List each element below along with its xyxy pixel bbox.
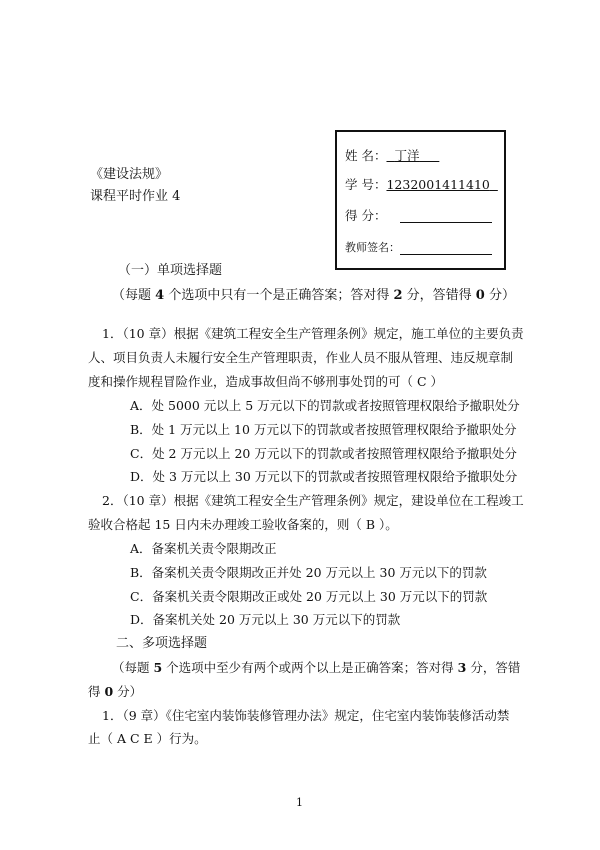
s2-q1-line1: 1．（9 章）《住宅室内装饰装修管理办法》规定，住宅室内装饰装修活动禁	[102, 708, 510, 723]
score-blank-line	[400, 208, 492, 223]
score-row	[345, 208, 386, 224]
id-row	[345, 177, 498, 193]
course-subtitle: 课程平时作业 4	[90, 189, 181, 204]
q2-line1: 2．（10 章）根据《建筑工程安全生产管理条例》规定，建设单位在工程竣工	[102, 493, 524, 508]
q1-option-d: D．处 3 万元以上 30 万元以下的罚款或者按照管理权限给予撤职处分	[130, 469, 518, 484]
score-label: 得 分：	[345, 208, 387, 223]
id-value: 1232001411410	[386, 177, 490, 192]
q1-option-c: C．处 2 万元以上 20 万元以下的罚款或者按照管理权限给予撤职处分	[130, 446, 517, 461]
section1-heading: （一）单项选择题	[118, 263, 223, 278]
q2-line2: 验收合格起 15 日内未办理竣工验收备案的，则（ B ）。	[88, 517, 398, 532]
q2-option-b: B．备案机关责令限期改正并处 20 万元以上 30 万元以下的罚款	[130, 565, 487, 580]
q1-line2: 人、项目负责人未履行安全生产管理职责，作业人员不服从管理、违反规章制	[88, 350, 514, 365]
id-label: 学 号：	[345, 177, 387, 192]
section2-heading: 二、多项选择题	[116, 636, 208, 651]
course-title: 《建设法规》	[90, 167, 169, 182]
teacher-row	[345, 240, 400, 256]
page-number: 1	[296, 796, 303, 809]
teacher-signature-line	[400, 240, 492, 255]
name-value: 丁洋	[394, 148, 420, 163]
name-label: 姓 名：	[345, 148, 387, 163]
q1-line1: 1．（10 章）根据《建筑工程安全生产管理条例》规定，施工单位的主要负责	[102, 326, 524, 341]
q1-option-b: B．处 1 万元以上 10 万元以下的罚款或者按照管理权限给予撤职处分	[130, 422, 517, 437]
q2-option-c: C．备案机关责令限期改正或处 20 万元以上 30 万元以下的罚款	[130, 589, 488, 604]
section1-instructions: （每题 4 个选项中只有一个是正确答案；答对得 2 分，答错得 0 分）	[112, 288, 515, 303]
name-row	[345, 148, 439, 164]
student-info-box	[335, 130, 506, 270]
q1-line3: 度和操作规程冒险作业，造成事故但尚不够刑事处罚的可（ C ）	[88, 374, 444, 389]
q2-option-a: A．备案机关责令限期改正	[130, 541, 277, 556]
section2-instructions-line2: 得 0 分）	[88, 684, 143, 699]
section2-instructions-line1: （每题 5 个选项中至少有两个或两个以上是正确答案；答对得 3 分，答错	[112, 660, 521, 675]
q1-option-a: A．处 5000 元以上 5 万元以下的罚款或者按照管理权限给予撤职处分	[130, 398, 520, 413]
q2-option-d: D．备案机关处 20 万元以上 30 万元以下的罚款	[130, 612, 401, 627]
s2-q1-line2: 止（ A C E ）行为。	[88, 731, 207, 746]
teacher-label: 教师签名：	[345, 241, 400, 254]
